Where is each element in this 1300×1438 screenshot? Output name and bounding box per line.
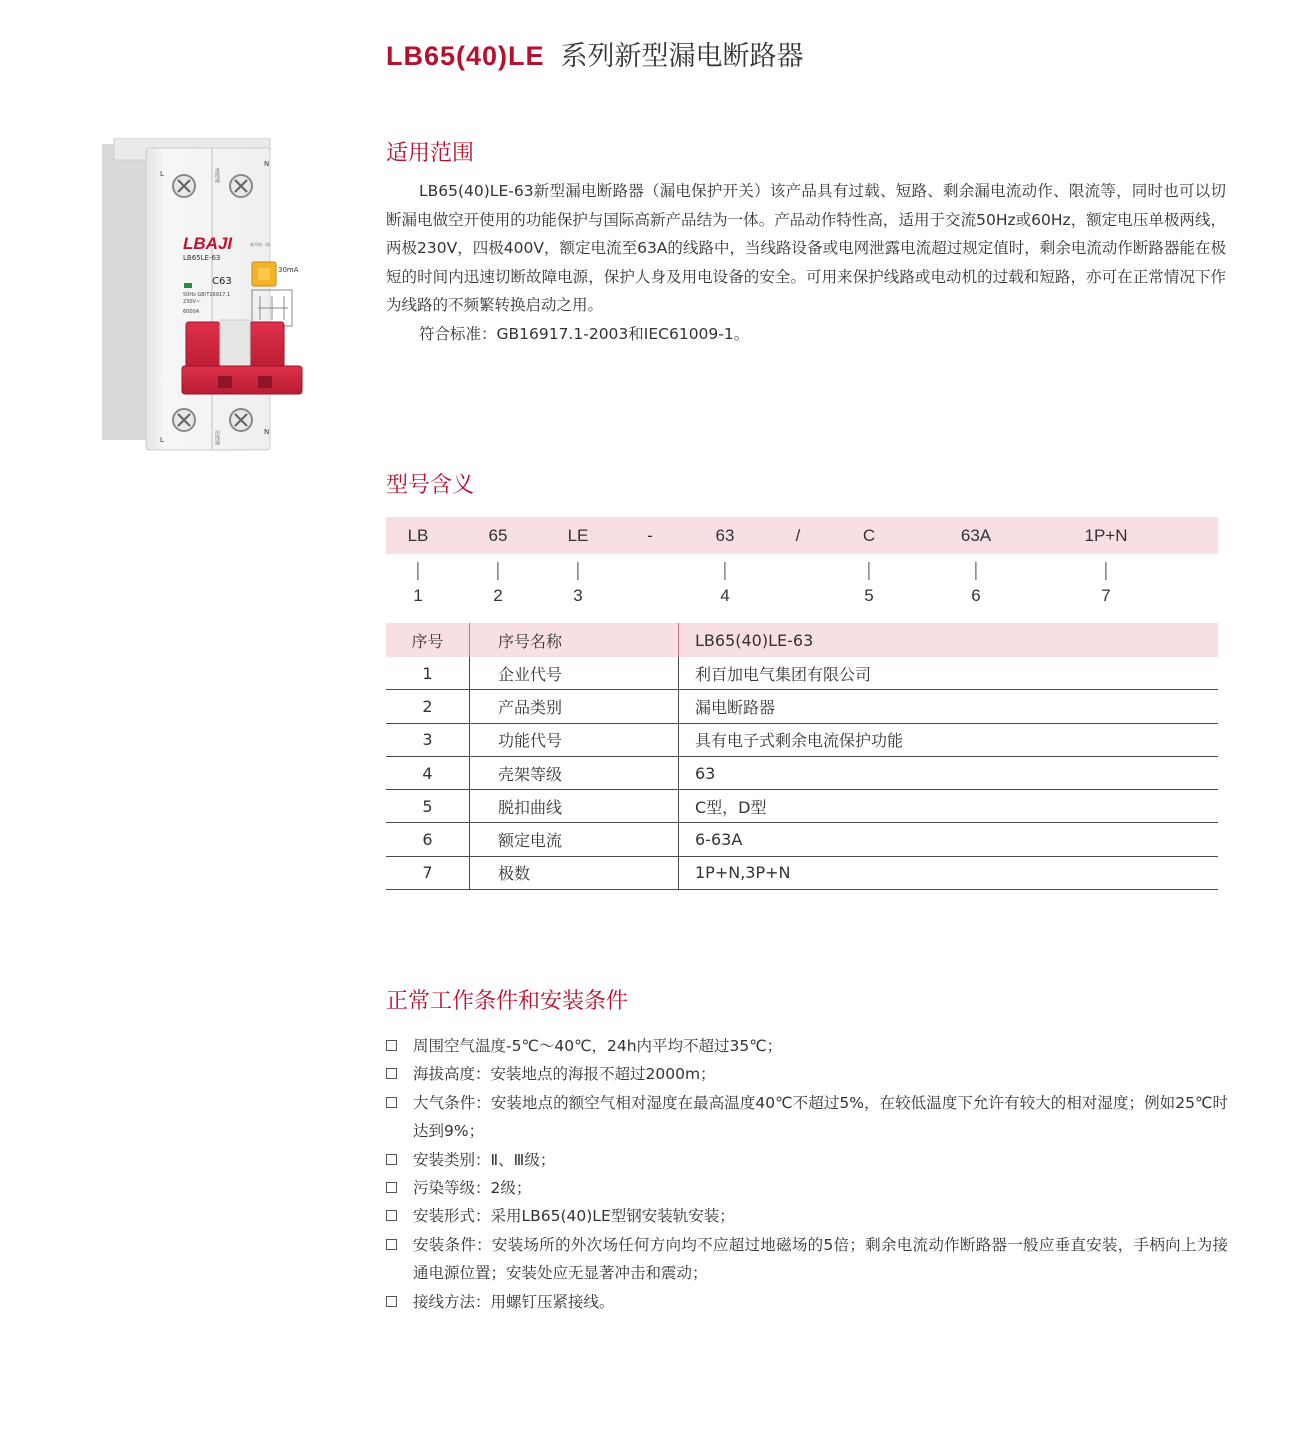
- condition-text: 周围空气温度-5℃～40℃，24h内平均不超过35℃；: [413, 1037, 783, 1055]
- header-index: 序号: [386, 623, 470, 657]
- header-name: 序号名称: [470, 623, 679, 657]
- table-row: [386, 856, 1218, 889]
- list-item: [386, 1089, 1228, 1146]
- header-model: LB65(40)LE-63: [679, 623, 1219, 657]
- row-value: 1P+N,3P+N: [679, 856, 1219, 889]
- row-name: 产品类别: [470, 690, 679, 723]
- model-code-item: 1P+N: [1084, 526, 1128, 545]
- row-index: 6: [386, 823, 470, 856]
- row-value: C型，D型: [679, 790, 1219, 823]
- table-row: [386, 790, 1218, 823]
- code-tick: [724, 562, 725, 580]
- model-meaning-heading: 型号含义: [386, 473, 475, 498]
- code-tick: [1105, 562, 1106, 580]
- table-row: [386, 756, 1218, 789]
- terminal-n-top: N: [264, 160, 270, 168]
- code-number: 3: [573, 586, 583, 605]
- row-name: 额定电流: [470, 823, 679, 856]
- model-code-item: -: [647, 526, 653, 545]
- list-item: [386, 1202, 1228, 1230]
- code-number: 7: [1101, 586, 1111, 605]
- list-item: [386, 1231, 1228, 1288]
- code-number: 5: [864, 586, 874, 605]
- list-item: [386, 1060, 1228, 1088]
- list-item: [386, 1146, 1228, 1174]
- row-value: 具有电子式剩余电流保护功能: [679, 723, 1219, 756]
- checkbox-icon: [386, 1182, 397, 1193]
- brand-logo: LBAJI: [183, 234, 233, 253]
- conditions-heading: 正常工作条件和安装条件: [386, 989, 629, 1014]
- terminal-l-top: L: [160, 170, 164, 178]
- line-terminal-label: 进线端: [214, 168, 220, 183]
- row-name: 功能代号: [470, 723, 679, 756]
- product-image: [100, 138, 310, 456]
- row-value: 63: [679, 756, 1219, 789]
- terminal-l-bottom: L: [160, 436, 164, 444]
- model-code-item: 63A: [960, 526, 992, 545]
- model-code-item: /: [795, 526, 801, 545]
- code-number: 1: [413, 586, 423, 605]
- code-number: 2: [493, 586, 503, 605]
- condition-text: 安装条件：安装场所的外次场任何方向均不应超过地磁场的5倍；剩余电流动作断路器一般应垂直安装，手柄向上为接通电源位置；安装处应无显著冲击和震动；: [413, 1235, 1228, 1283]
- row-index: 2: [386, 690, 470, 723]
- product-spec-2: 230V~: [183, 299, 201, 305]
- row-index: 5: [386, 790, 470, 823]
- list-item: [386, 1288, 1228, 1316]
- model-code-item: C: [862, 526, 876, 545]
- terminal-n-bottom: N: [264, 428, 270, 436]
- row-name: 企业代号: [470, 657, 679, 690]
- standard-paragraph: 符合标准：GB16917.1-2003和IEC61009-1。: [419, 324, 750, 343]
- title-model: LB65(40)LE: [386, 41, 545, 71]
- model-code-item: LB: [407, 526, 429, 545]
- checkbox-icon: [386, 1097, 397, 1108]
- title-name: 系列新型漏电断路器: [560, 41, 804, 72]
- page-title: [386, 34, 804, 73]
- model-code-item: 63: [715, 526, 735, 545]
- code-tick: [417, 562, 418, 580]
- product-rating-label: C63: [212, 276, 232, 287]
- conditions-list: [386, 1032, 1228, 1316]
- list-item: [386, 1032, 1228, 1060]
- row-name: 壳架等级: [470, 756, 679, 789]
- product-current-label: 30mA: [278, 266, 299, 274]
- test-button-label: 每月按一次: [250, 242, 270, 247]
- condition-text: 安装形式：采用LB65(40)LE型钢安装轨安装；: [413, 1207, 735, 1226]
- code-tick: [577, 562, 578, 580]
- scope-heading: 适用范围: [386, 141, 475, 166]
- row-name: 极数: [470, 856, 679, 889]
- load-terminal-label: 出线端: [214, 430, 220, 445]
- table-row: [386, 823, 1218, 856]
- checkbox-icon: [386, 1154, 397, 1165]
- row-value: 6-63A: [679, 823, 1219, 856]
- product-spec-1: 50Hz GB/T16917.1: [183, 292, 231, 298]
- scope-text: [386, 177, 1226, 349]
- table-row: [386, 657, 1218, 690]
- table-header-row: [386, 623, 1218, 657]
- code-tick: [497, 562, 498, 580]
- code-tick: [975, 562, 976, 580]
- checkbox-icon: [386, 1210, 397, 1221]
- condition-text: 接线方法：用螺钉压紧接线。: [413, 1292, 615, 1311]
- code-number: 4: [720, 586, 730, 605]
- row-index: 1: [386, 657, 470, 690]
- product-model-label: LB65LE-63: [183, 254, 221, 262]
- model-code-item: LE: [567, 526, 589, 545]
- model-code-item: 65: [488, 526, 508, 545]
- row-value: 利百加电气集团有限公司: [679, 657, 1219, 690]
- condition-text: 污染等级：2级；: [413, 1179, 532, 1198]
- table-row: [386, 723, 1218, 756]
- row-index: 4: [386, 756, 470, 789]
- condition-text: 海拔高度：安装地点的海报不超过2000m；: [413, 1065, 716, 1084]
- checkbox-icon: [386, 1068, 397, 1079]
- row-index: 3: [386, 723, 470, 756]
- row-index: 7: [386, 856, 470, 889]
- product-spec-3: 6000A: [183, 309, 200, 315]
- condition-text: 大气条件：安装地点的额空气相对湿度在最高温度40℃不超过5%，在较低温度下允许有较大的相对湿度；例如25℃时达到9%；: [413, 1093, 1228, 1141]
- code-tick: [868, 562, 869, 580]
- model-meaning-table: [386, 623, 1218, 890]
- list-item: [386, 1174, 1228, 1202]
- scope-paragraph: LB65(40)LE-63新型漏电断路器（漏电保护开关）该产品具有过载、短路、剩余漏电流动作、限流等，同时也可以切断漏电做空开使用的功能保护与国际高新产品结为一体。产品动作特性高，适用于交流50Hz或60Hz，额定电压单极两线，两极230V，四极400V，额定电流至63A的线路中，当线路设备或电网泄露电流超过规定值时，剩余电流动作断路器能在极短的时间内迅速切断故障电源，保护人身及用电设备的安全。可用来保护线路或电动机的过载和短路，亦可在正常情况下作为线路的不频繁转换启动之用。: [386, 182, 1226, 315]
- row-name: 脱扣曲线: [470, 790, 679, 823]
- checkbox-icon: [386, 1296, 397, 1307]
- checkbox-icon: [386, 1239, 397, 1250]
- table-row: [386, 690, 1218, 723]
- code-number: 6: [971, 586, 981, 605]
- condition-text: 安装类别：Ⅱ、Ⅲ级；: [413, 1150, 556, 1169]
- row-value: 漏电断路器: [679, 690, 1219, 723]
- checkbox-icon: [386, 1040, 397, 1051]
